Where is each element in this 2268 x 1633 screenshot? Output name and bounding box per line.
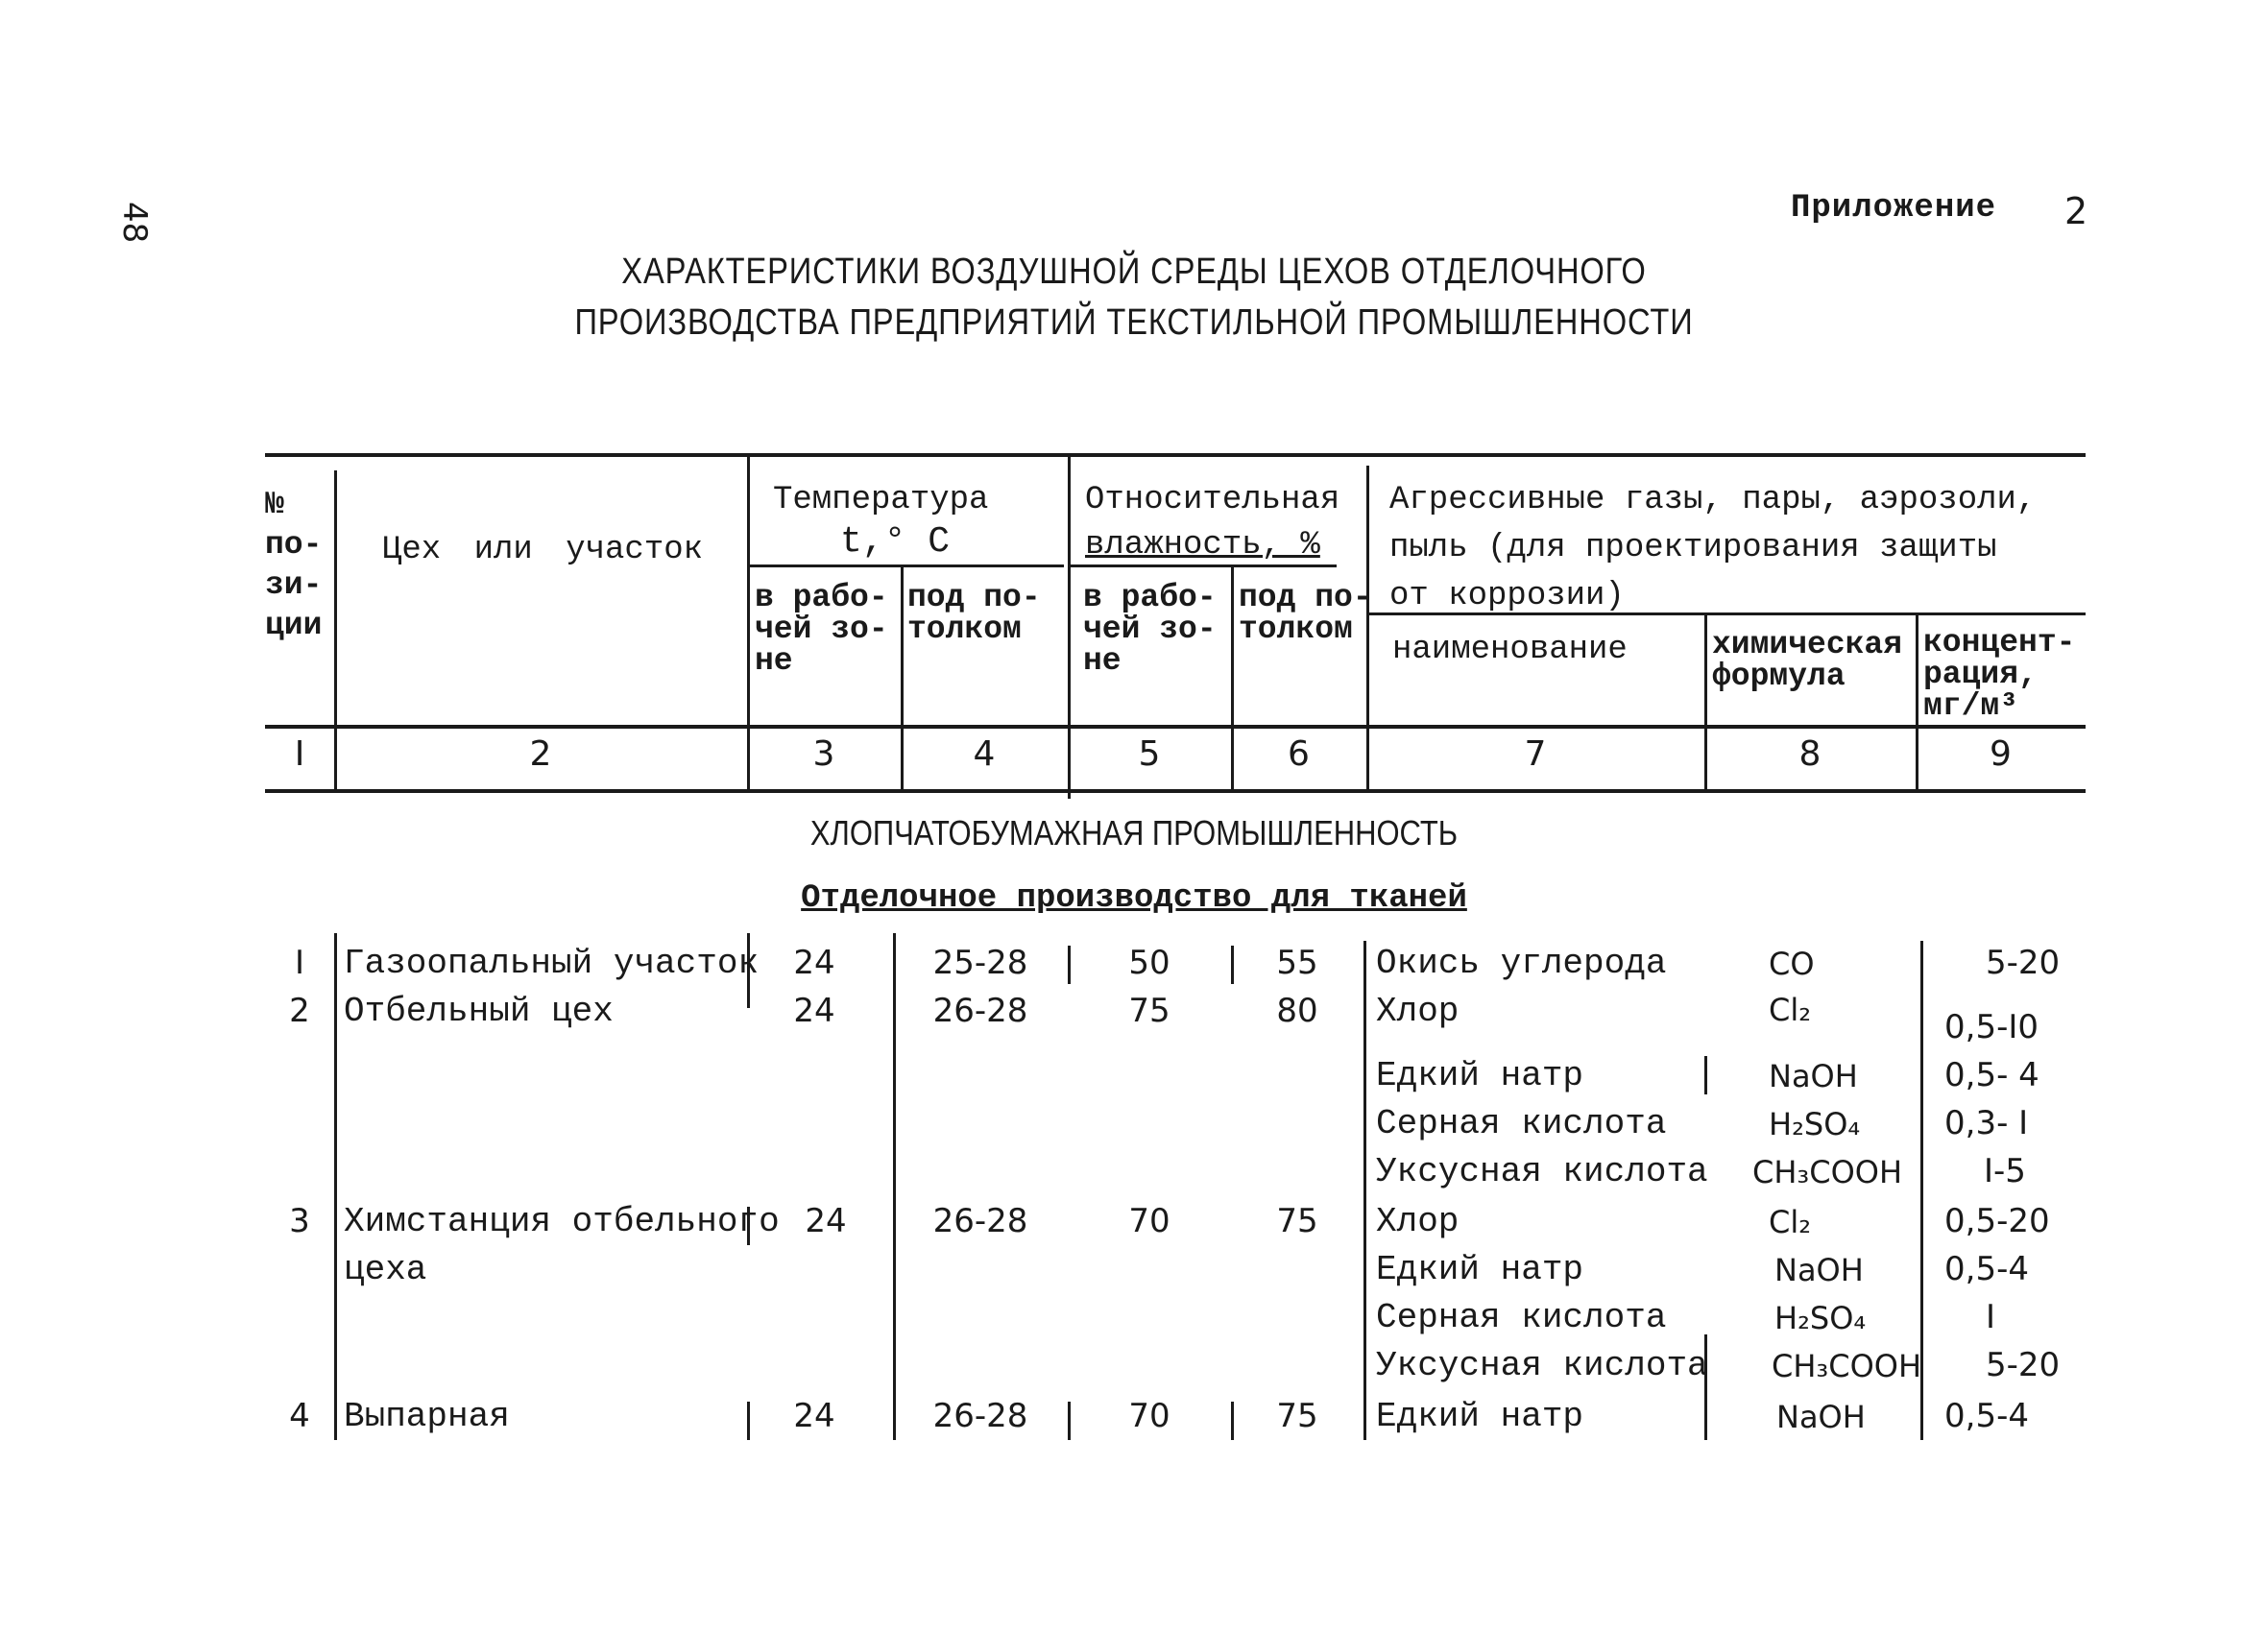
- table-cell-agent-name: Серная кислота: [1376, 1298, 1667, 1337]
- table-cell-formula: CH₃COOH: [1752, 1154, 1903, 1190]
- column-number: 8: [1798, 734, 1822, 774]
- table-cell-concentration: 0,5-20: [1944, 1202, 2050, 1240]
- table-cell-formula: H₂SO₄: [1769, 1106, 1861, 1142]
- body-divider: [1704, 1056, 1707, 1094]
- table-cell-temp-ceiling: 26-28: [932, 1202, 1028, 1240]
- table-cell-concentration: 0,3- I: [1944, 1104, 2029, 1142]
- table-cell-position: 4: [289, 1397, 310, 1435]
- table-cell-formula: NaOH: [1769, 1058, 1858, 1094]
- column-number: 3: [812, 734, 835, 774]
- table-cell-concentration: I: [1986, 1298, 1996, 1336]
- header-aggressive: Агрессивные газы, пары, аэрозоли, пыль (для проектирования защиты от коррозии): [1389, 482, 2037, 614]
- table-cell-hum-ceiling: 80: [1276, 992, 1318, 1030]
- header-position: № по- зи- ции: [265, 487, 323, 643]
- header-hum-work-zone: в рабо- чей зо- не: [1083, 580, 1217, 679]
- table-cell-temp-work: 24: [793, 1397, 835, 1435]
- column-number: 7: [1524, 734, 1547, 774]
- table-cell-agent-name: Хлор: [1376, 992, 1460, 1031]
- appendix-number: 2: [2064, 190, 2088, 232]
- header-name: наименование: [1392, 632, 1628, 668]
- table-cell-temp-ceiling: 26-28: [932, 992, 1028, 1030]
- appendix-label: Приложение: [1791, 190, 1997, 227]
- industry-title: ХЛОПЧАТОБУМАЖНАЯ ПРОМЫШЛЕННОСТЬ: [809, 813, 1459, 853]
- header-temperature: Температура: [773, 482, 989, 518]
- column-number: I: [294, 734, 305, 774]
- table-cell-agent-name: Едкий натр: [1376, 1250, 1584, 1289]
- header-humidity-unit: влажность, %: [1085, 527, 1320, 564]
- table-cell-concentration: 0,5-4: [1944, 1250, 2029, 1288]
- table-top-rule: [265, 453, 2086, 457]
- table-cell-hum-work: 70: [1128, 1397, 1170, 1435]
- table-cell-temp-work: 24: [793, 992, 835, 1030]
- table-cell-hum-ceiling: 75: [1276, 1202, 1318, 1240]
- table-cell-temp-ceiling: 25-28: [932, 944, 1028, 982]
- subsection-title: Отделочное производство для тканей: [801, 880, 1467, 917]
- table-cell-workshop-cont: цеха: [344, 1250, 427, 1289]
- title-line-2: ПРОИЗВОДСТВА ПРЕДПРИЯТИЙ ТЕКСТИЛЬНОЙ ПРОМЫШЛЕННОСТИ: [574, 302, 1694, 343]
- column-number: 9: [1990, 734, 2012, 774]
- table-cell-agent-name: Серная кислота: [1376, 1104, 1667, 1143]
- table-cell-hum-ceiling: 75: [1276, 1397, 1318, 1435]
- table-cell-agent-name: Окись углерода: [1376, 944, 1667, 983]
- table-cell-workshop: Отбельный цех: [344, 992, 614, 1031]
- table-cell-hum-ceiling: 55: [1276, 944, 1318, 982]
- table-cell-temp-work: 24: [793, 944, 835, 982]
- table-cell-workshop: Выпарная: [344, 1397, 510, 1436]
- table-cell-formula: Cl₂: [1769, 992, 1812, 1028]
- header-formula: химическая формула: [1712, 627, 1903, 694]
- table-cell-agent-name: Едкий натр: [1376, 1056, 1584, 1095]
- header-humidity: Относительная: [1085, 482, 1340, 518]
- table-cell-temp-ceiling: 26-28: [932, 1397, 1028, 1435]
- table-cell-hum-work: 50: [1128, 944, 1170, 982]
- table-cell-hum-work: 70: [1128, 1202, 1170, 1240]
- table-cell-workshop: Химстанция отбельного: [344, 1202, 780, 1241]
- table-cell-agent-name: Едкий натр: [1376, 1397, 1584, 1436]
- column-number: 5: [1138, 734, 1161, 774]
- table-cell-formula: CO: [1769, 946, 1815, 982]
- column-number: 6: [1288, 734, 1310, 774]
- table-cell-position: I: [294, 944, 305, 982]
- column-number: 2: [529, 734, 552, 774]
- header-concentration: концент- рация, мг/м³: [1923, 625, 2076, 724]
- body-divider: [334, 933, 337, 1440]
- table-cell-formula: H₂SO₄: [1774, 1300, 1867, 1336]
- title-line-1: ХАРАКТЕРИСТИКИ ВОЗДУШНОЙ СРЕДЫ ЦЕХОВ ОТДЕЛОЧНОГО: [621, 252, 1647, 292]
- table-cell-concentration: 0,5- 4: [1944, 1056, 2039, 1094]
- table-cell-concentration: I-5: [1984, 1152, 2026, 1190]
- header-temp-work-zone: в рабо- чей зо- не: [755, 580, 888, 679]
- table-cell-formula: NaOH: [1776, 1399, 1866, 1435]
- header-temperature-unit: t,° С: [840, 521, 951, 563]
- table-cell-hum-work: 75: [1128, 992, 1170, 1030]
- table-cell-concentration: 5-20: [1986, 1346, 2061, 1384]
- header-workshop: Цех или участок: [382, 532, 704, 568]
- column-number: 4: [973, 734, 996, 774]
- table-cell-concentration: 0,5-4: [1944, 1397, 2029, 1435]
- table-cell-temp-work: 24: [805, 1202, 847, 1240]
- table-cell-formula: Cl₂: [1769, 1204, 1812, 1240]
- page-number: 48: [115, 202, 154, 244]
- table-cell-concentration: 5-20: [1986, 944, 2061, 982]
- body-divider: [1363, 941, 1366, 1440]
- table-cell-agent-name: Хлор: [1376, 1202, 1460, 1241]
- table-cell-position: 2: [289, 992, 310, 1030]
- header-temp-ceiling: под по- толком: [907, 580, 1041, 647]
- table-cell-agent-name: Уксусная кислота: [1376, 1152, 1708, 1191]
- table-cell-agent-name: Уксусная кислота: [1376, 1346, 1708, 1385]
- table-cell-formula: NaOH: [1774, 1252, 1864, 1288]
- header-bottom-rule: [265, 725, 2086, 729]
- header-hum-ceiling: под по- толком: [1239, 580, 1372, 647]
- table-cell-formula: CH₃COOH: [1772, 1348, 1922, 1384]
- table-cell-concentration: 0,5-I0: [1944, 1008, 2039, 1046]
- table-cell-position: 3: [289, 1202, 310, 1240]
- table-cell-workshop: Газоопальный участок: [344, 944, 760, 983]
- colnum-bottom-rule: [265, 789, 2086, 793]
